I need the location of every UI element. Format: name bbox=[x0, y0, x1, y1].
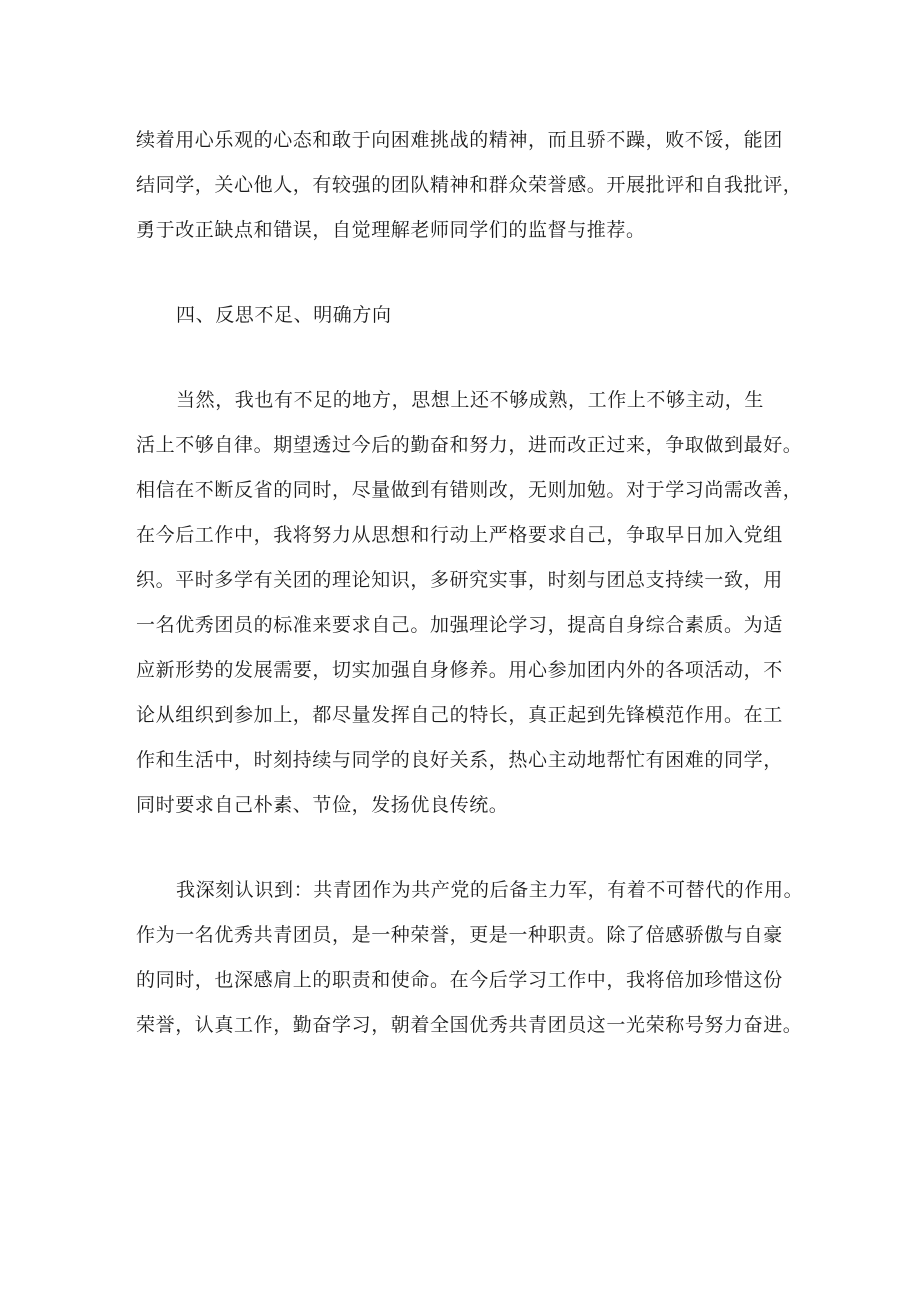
text-line: 活上不够自律。期望透过今后的勤奋和努力，进而改正过来，争取做到最好。 bbox=[136, 434, 803, 456]
text-line: 相信在不断反省的同时，尽量做到有错则改，无则加勉。对于学习尚需改善， bbox=[136, 479, 803, 501]
text-line: 勇于改正缺点和错误，自觉理解老师同学们的监督与推荐。 bbox=[136, 219, 646, 241]
paragraph-reflection bbox=[136, 378, 803, 828]
text-line: 作为一名优秀共青团员，是一种荣誉，更是一种职责。除了倍感骄傲与自豪 bbox=[136, 924, 783, 946]
paragraph-gap bbox=[136, 828, 796, 868]
section-heading bbox=[136, 293, 796, 338]
text-line: 当然，我也有不足的地方，思想上还不够成熟，工作上不够主动，生 bbox=[176, 389, 765, 411]
text-line: 在今后工作中，我将努力从思想和行动上严格要求自己，争取早日加入党组 bbox=[136, 524, 783, 546]
text-line: 荣誉，认真工作，勤奋学习，朝着全国优秀共青团员这一光荣称号努力奋进。 bbox=[136, 1014, 803, 1036]
paragraph-gap bbox=[136, 253, 796, 293]
text-line: 结同学，关心他人，有较强的团队精神和群众荣誉感。开展批评和自我批评， bbox=[136, 174, 803, 196]
document-body bbox=[136, 118, 804, 1048]
paragraph-continuation bbox=[136, 118, 803, 253]
text-line: 织。平时多学有关团的理论知识，多研究实事，时刻与团总支持续一致，用 bbox=[136, 569, 783, 591]
heading-text: 四、反思不足、明确方向 bbox=[176, 304, 392, 326]
text-line: 的同时，也深感肩上的职责和使命。在今后学习工作中，我将倍加珍惜这份 bbox=[136, 969, 783, 991]
paragraph-conclusion bbox=[136, 868, 804, 1048]
text-line: 续着用心乐观的心态和敢于向困难挑战的精神，而且骄不躁，败不馁，能团 bbox=[136, 129, 783, 151]
paragraph-gap bbox=[136, 338, 796, 378]
text-line: 同时要求自己朴素、节俭，发扬优良传统。 bbox=[136, 794, 509, 816]
text-line: 应新形势的发展需要，切实加强自身修养。用心参加团内外的各项活动，不 bbox=[136, 659, 783, 681]
text-line: 论从组织到参加上，都尽量发挥自己的特长，真正起到先锋模范作用。在工 bbox=[136, 704, 783, 726]
text-line: 我深刻认识到：共青团作为共产党的后备主力军，有着不可替代的作用。 bbox=[176, 879, 804, 901]
text-line: 一名优秀团员的标准来要求自己。加强理论学习，提高自身综合素质。为适 bbox=[136, 614, 783, 636]
text-line: 作和生活中，时刻持续与同学的良好关系，热心主动地帮忙有困难的同学， bbox=[136, 749, 783, 771]
